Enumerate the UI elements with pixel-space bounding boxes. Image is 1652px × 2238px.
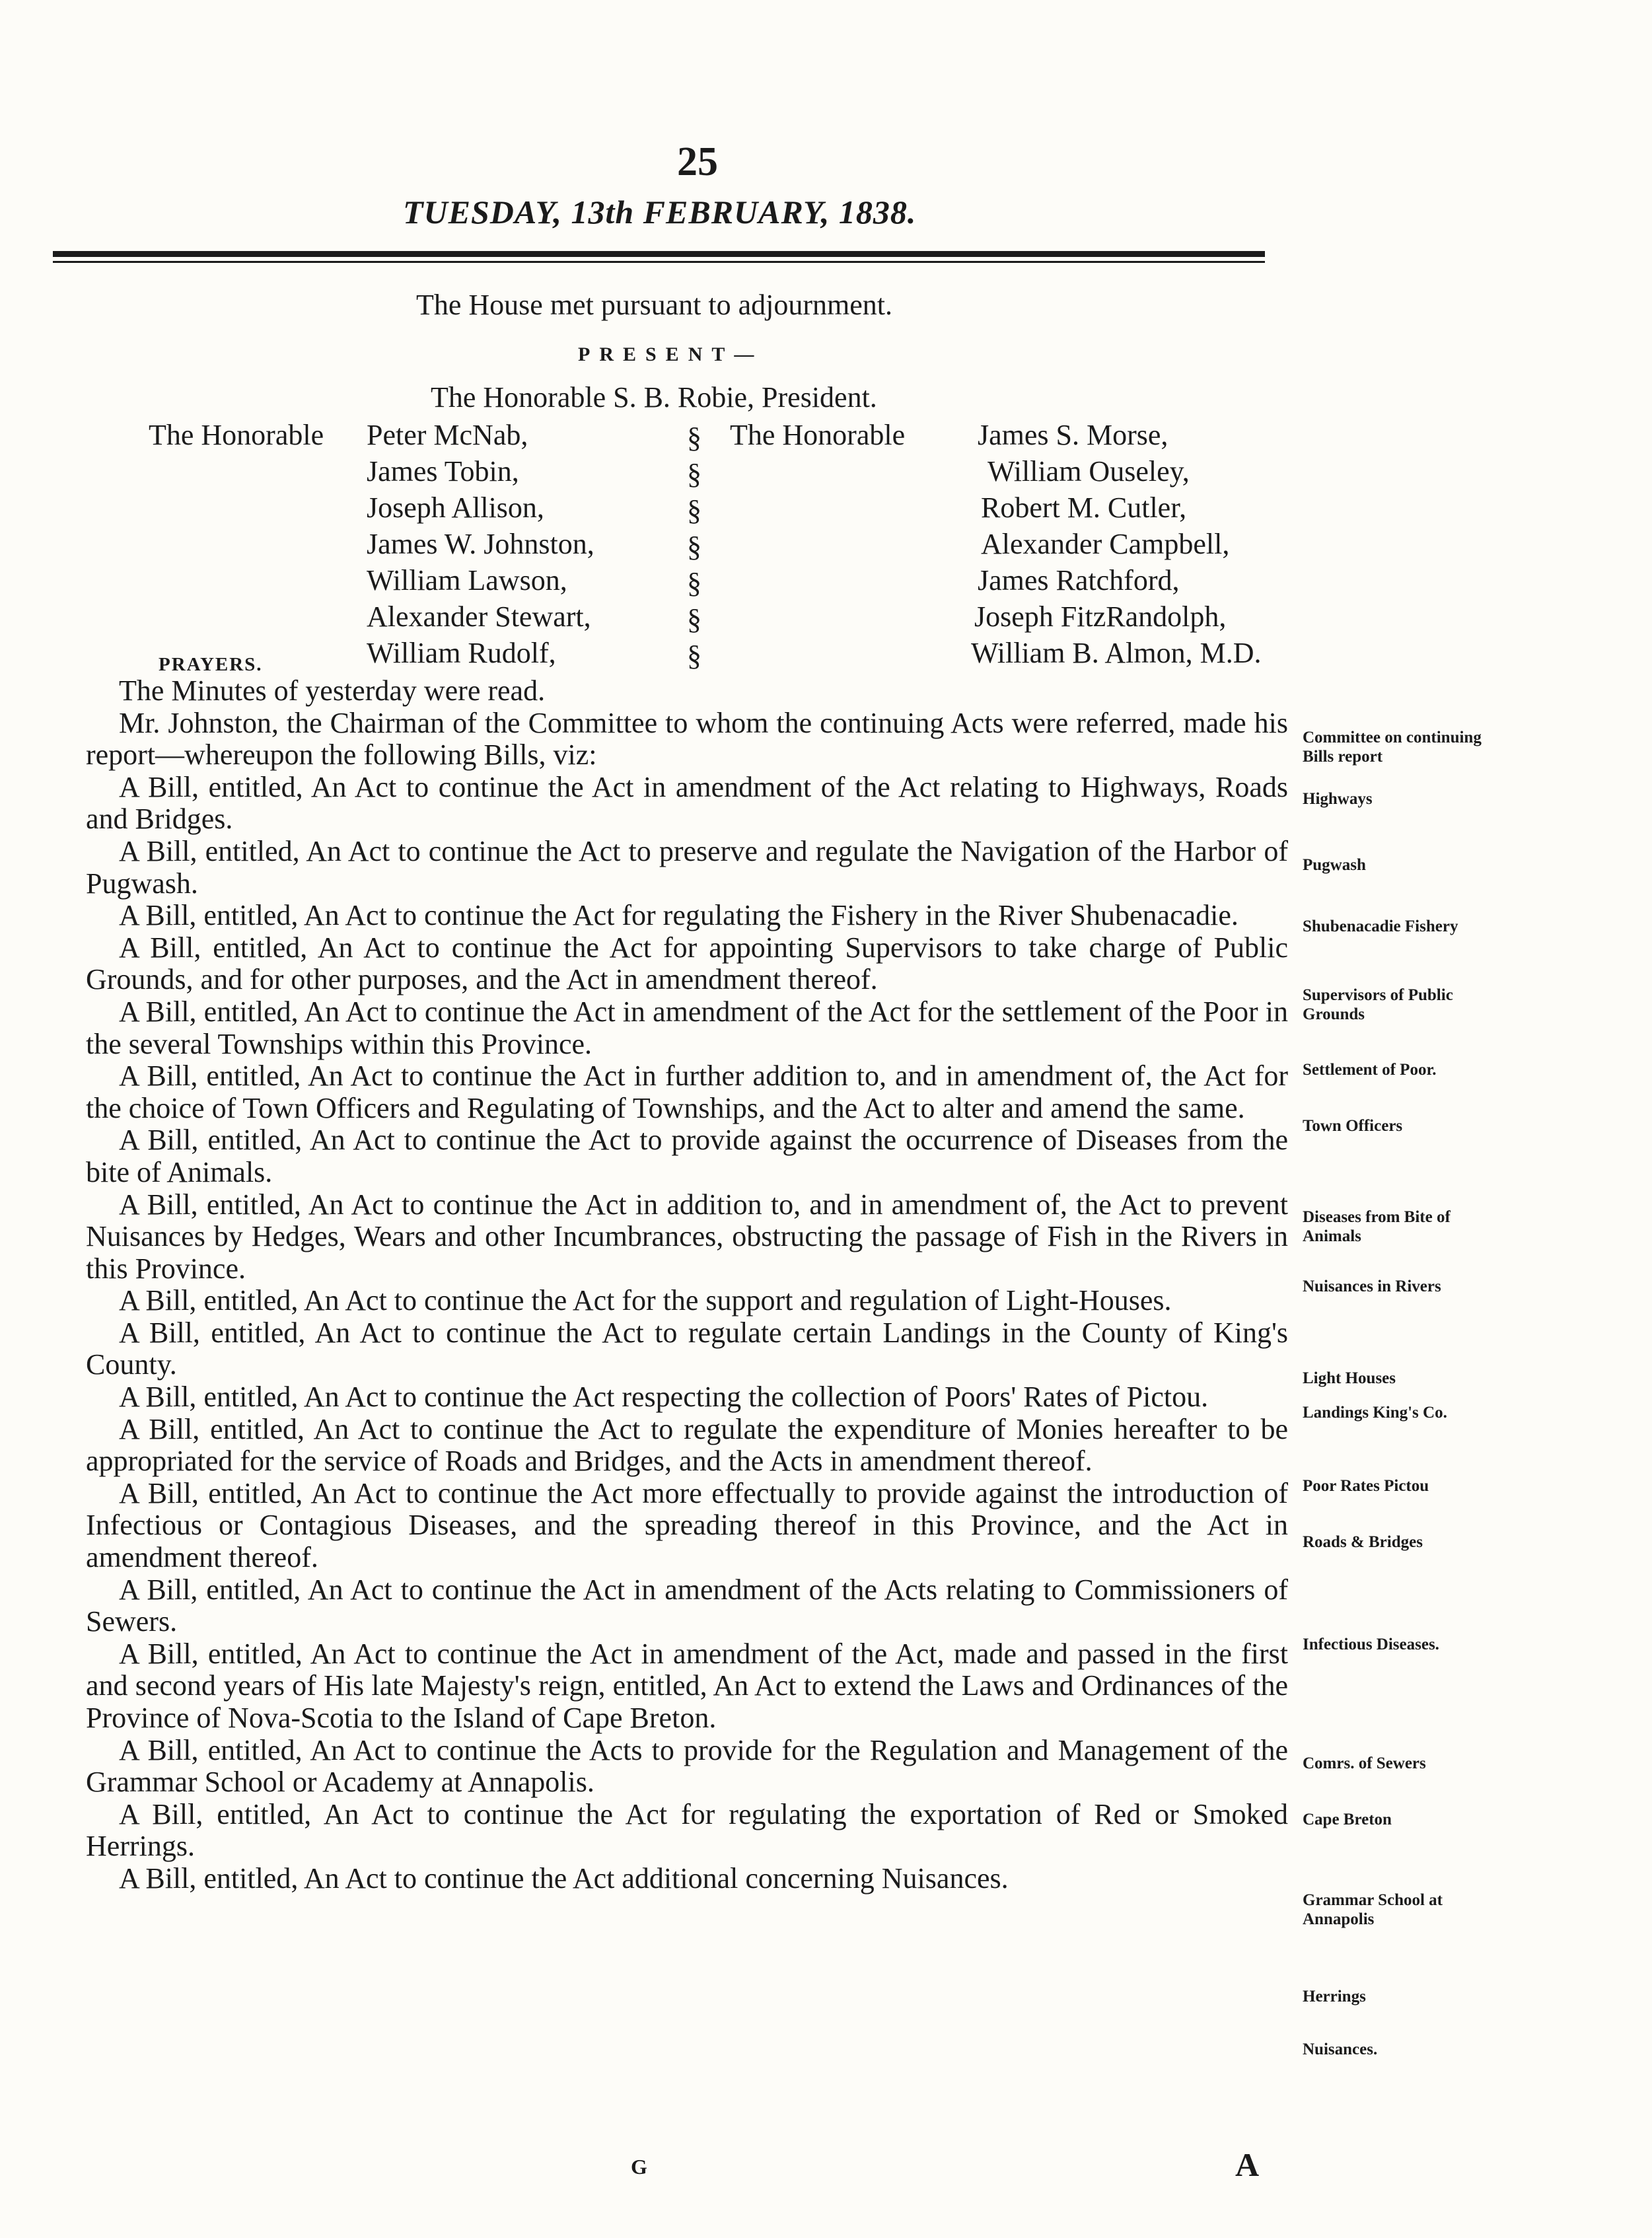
member-left: Peter McNab, bbox=[367, 419, 528, 451]
margin-note: Diseases from Bite of Animals bbox=[1303, 1208, 1451, 1245]
paragraph: A Bill, entitled, An Act to continue the Act in further addition to, and in amendment of, the Act for the choice of Town Officers and Regulating of Townships, and the Act to alter and amend the same. bbox=[86, 1060, 1288, 1124]
margin-note: Poor Rates Pictou bbox=[1303, 1477, 1429, 1495]
paragraph: A Bill, entitled, An Act to continue the Act in amendment of the Act, made and passed in the first and second years of His late Majesty's reign, entitled, An Act to extend the Laws and Ordinances of the Province of Nova-Scotia to the Island of Cape Breton. bbox=[86, 1637, 1288, 1734]
paragraph: A Bill, entitled, An Act to continue the Act for regulating the Fishery in the River Shubenacadie. bbox=[119, 899, 1239, 932]
opening-line: The House met pursuant to adjournment. bbox=[416, 289, 892, 321]
member-left: William Rudolf, bbox=[367, 637, 556, 669]
margin-note: Settlement of Poor. bbox=[1303, 1061, 1437, 1079]
margin-note: Supervisors of Public Grounds bbox=[1303, 986, 1453, 1023]
paragraph: A Bill, entitled, An Act to continue the Act additional concerning Nuisances. bbox=[119, 1861, 1009, 1895]
minutes-body bbox=[86, 675, 1288, 1895]
margin-note: Highways bbox=[1303, 790, 1373, 808]
heading-rule-thick bbox=[53, 251, 1265, 257]
member-right: Alexander Campbell, bbox=[981, 528, 1230, 560]
paragraph: A Bill, entitled, An Act to continue the Act to regulate the expenditure of Monies hereafter to be appropriated for the service of Roads and Bridges, and the Acts in amendment thereof. bbox=[86, 1412, 1288, 1478]
member-right: William B. Almon, M.D. bbox=[971, 637, 1262, 669]
paragraph: Mr. Johnston, the Chairman of the Committee to whom the continuing Acts were referred, made his report—whereupon the following Bills, viz: bbox=[86, 706, 1288, 772]
member-right: Robert M. Cutler, bbox=[981, 491, 1187, 524]
signature-mark: G bbox=[631, 2155, 647, 2179]
paragraph: A Bill, entitled, An Act to continue the Act to provide against the occurrence of Diseases from the bite of Animals. bbox=[86, 1124, 1288, 1188]
date-heading: TUESDAY, 13th FEBRUARY, 1838. bbox=[403, 194, 917, 231]
margin-note: Herrings bbox=[1303, 1988, 1366, 2005]
margin-note: Landings King's Co. bbox=[1303, 1404, 1447, 1422]
prayers-heading: PRAYERS. bbox=[159, 654, 263, 675]
margin-note: Comrs. of Sewers bbox=[1303, 1754, 1426, 1772]
left-prefix: The Honorable bbox=[149, 419, 324, 451]
margin-note: Grammar School at Annapolis bbox=[1303, 1891, 1443, 1928]
minutes-read: The Minutes of yesterday were read. bbox=[119, 674, 546, 707]
section-mark: § bbox=[687, 458, 701, 490]
president-line: The Honorable S. B. Robie, President. bbox=[431, 381, 877, 414]
section-mark: § bbox=[687, 530, 701, 563]
margin-note: Nuisances. bbox=[1303, 2040, 1378, 2058]
heading-rule-thin bbox=[53, 261, 1265, 263]
member-left: Joseph Allison, bbox=[367, 491, 544, 524]
margin-note: Light Houses bbox=[1303, 1369, 1396, 1387]
paragraph: A Bill, entitled, An Act to continue the Act to regulate certain Landings in the County of King's County. bbox=[86, 1316, 1288, 1381]
paragraph: A Bill, entitled, An Act to continue the Act in addition to, and in amendment of, the Act to prevent Nuisances by Hedges, Wears and other Incumbrances, obstructing the passage of Fish in the Rivers in this Province. bbox=[86, 1188, 1288, 1285]
member-left: James Tobin, bbox=[367, 455, 519, 487]
paragraph: A Bill, entitled, An Act to continue the Acts to provide for the Regulation and Management of the Grammar School or Academy at Annapolis. bbox=[86, 1733, 1288, 1799]
paragraph: A Bill, entitled, An Act to continue the Act in amendment of the Acts relating to Commissioners of Sewers. bbox=[86, 1573, 1288, 1638]
margin-note: Nuisances in Rivers bbox=[1303, 1278, 1441, 1295]
paragraph: A Bill, entitled, An Act to continue the Act for the support and regulation of Light-Houses. bbox=[119, 1284, 1172, 1317]
margin-note: Infectious Diseases. bbox=[1303, 1636, 1439, 1653]
paragraph: A Bill, entitled, An Act to continue the Act in amendment of the Act relating to Highways, Roads and Bridges. bbox=[86, 770, 1288, 836]
member-right: James Ratchford, bbox=[978, 564, 1180, 596]
margin-note: Committee on continuing Bills report bbox=[1303, 729, 1482, 766]
member-right: William Ouseley, bbox=[988, 455, 1190, 487]
member-left: James W. Johnston, bbox=[367, 528, 594, 560]
margin-note: Town Officers bbox=[1303, 1117, 1403, 1135]
section-mark: § bbox=[687, 421, 701, 454]
paragraph: A Bill, entitled, An Act to continue the Act for regulating the exportation of Red or Smoked Herrings. bbox=[86, 1797, 1288, 1863]
paragraph: A Bill, entitled, An Act to continue the Act for appointing Supervisors to take charge of Public Grounds, and for other purposes, and the Act in amendment thereof. bbox=[86, 931, 1288, 996]
margin-note: Roads & Bridges bbox=[1303, 1533, 1423, 1551]
catchword: A bbox=[1235, 2146, 1260, 2183]
member-left: Alexander Stewart, bbox=[367, 600, 591, 633]
section-mark: § bbox=[687, 494, 701, 526]
margin-note: Shubenacadie Fishery bbox=[1303, 918, 1458, 935]
margin-note: Cape Breton bbox=[1303, 1811, 1392, 1828]
section-mark: § bbox=[687, 639, 701, 672]
right-prefix: The Honorable bbox=[730, 419, 906, 451]
paragraph: A Bill, entitled, An Act to continue the Act more effectually to provide against the introduction of Infectious or Contagious Diseases, and the spreading thereof in this Province, and the Act in amendment thereof. bbox=[86, 1476, 1288, 1574]
page-number: 25 bbox=[677, 139, 718, 184]
margin-note: Pugwash bbox=[1303, 856, 1366, 874]
section-mark: § bbox=[687, 603, 701, 635]
member-right: Joseph FitzRandolph, bbox=[974, 600, 1227, 633]
paragraph: A Bill, entitled, An Act to continue the Act in amendment of the Act for the settlement of the Poor in the several Townships within this Province. bbox=[86, 995, 1288, 1060]
paragraph: A Bill, entitled, An Act to continue the Act to preserve and regulate the Navigation of the Harbor of Pugwash. bbox=[86, 834, 1288, 900]
member-left: William Lawson, bbox=[367, 564, 567, 596]
paragraph: A Bill, entitled, An Act to continue the Act respecting the collection of Poors' Rates of Pictou. bbox=[119, 1381, 1209, 1414]
present-heading: PRESENT— bbox=[578, 343, 764, 365]
section-mark: § bbox=[687, 567, 701, 599]
member-right: James S. Morse, bbox=[978, 419, 1168, 451]
